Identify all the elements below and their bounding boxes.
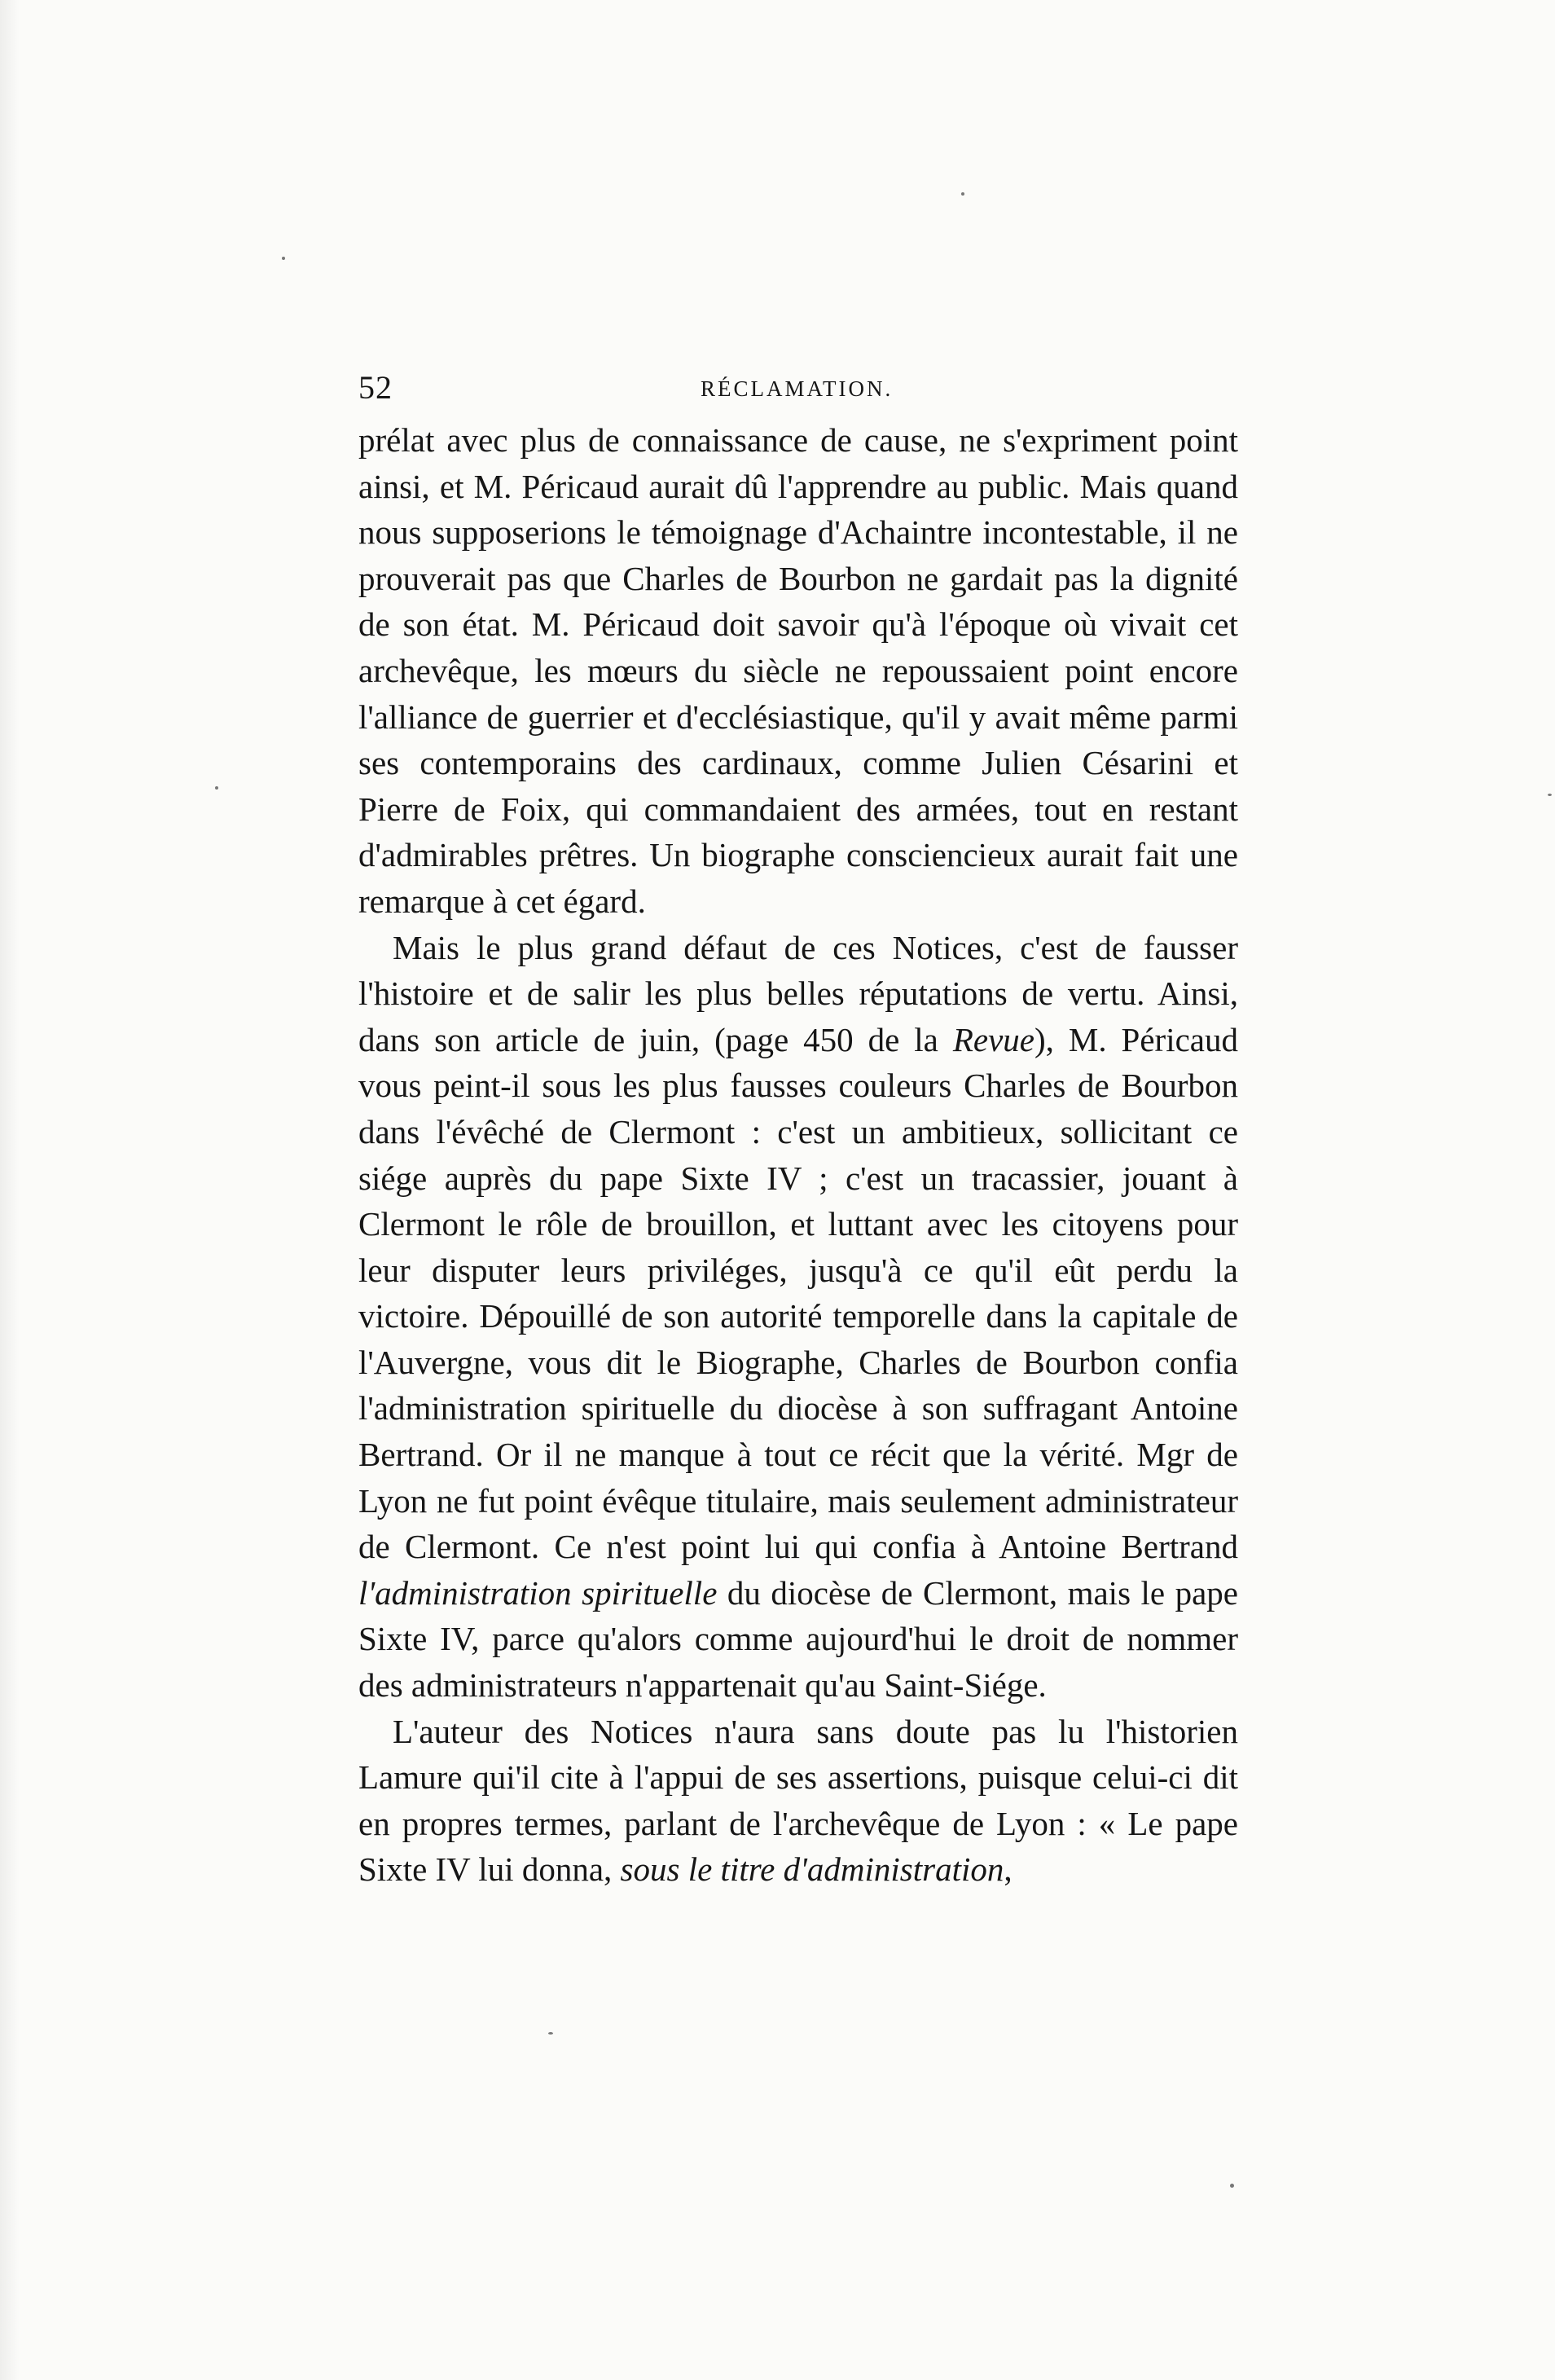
paragraph-2-text-a: Mais le plus grand défaut de ces Notices, c'est de fausser l'histoire et de salir les plus belles réputations de vertu. Ainsi, dans son article de juin, (page 450 de la [358,928,1238,1058]
paragraph-1 [358,417,1238,925]
running-title: RÉCLAMATION. [701,376,894,401]
paragraph-2-text-c: du diocèse de Clermont, mais le pape Sixte IV, parce qu'alors comme aujourd'hui le droit de nommer des administrateurs n'appartenait qu'au Saint-Siége. [358,1573,1238,1705]
page-header [358,368,1238,417]
scan-speck [961,192,964,196]
scan-speck [282,257,285,260]
page-number: 52 [358,369,393,406]
paragraph-2-text-b: ), M. Péricaud vous peint-il sous les plus fausses couleurs Charles de Bourbon dans l'évêché de Clermont : c'est un ambitieux, sollicitant ce siége auprès du pape Sixte IV ; c'est un tracassier, jouant à Clermont le rôle de brouillon, et luttant avec les citoyens pour leur disputer leurs priviléges, jusqu'à ce qu'il eût perdu la victoire. Dépouillé de son autorité temporelle dans la capitale de l'Auvergne, vous dit le Biographe, Charles de Bourbon confia l'administration spirituelle du diocèse à son suffragant Antoine Bertrand. Or il ne manque à tout ce récit que la vérité. Mgr de Lyon ne fut point évêque titulaire, mais seulement administrateur de Clermont. Ce n'est point lui qui confia à Antoine Bertrand [358,1020,1238,1566]
paragraph-1-text: prélat avec plus de connaissance de cause, ne s'expriment point ainsi, et M. Péricaud aurait dû l'apprendre au public. Mais quand nous supposerions le témoignage d'Achaintre incontestable, il ne prouverait pas que Charles de Bourbon ne gardait pas la dignité de son état. M. Péricaud doit savoir qu'à l'époque où vivait cet archevêque, les mœurs du siècle ne repoussaient point encore l'alliance de guerrier et d'ecclésiastique, qu'il y avait même parmi ses contemporains des cardinaux, comme Julien Césarini et Pierre de Foix, qui commandaient des armées, tout en restant d'admirables prêtres. Un biographe consciencieux aurait fait une remarque à cet égard. [358,421,1238,920]
paragraph-3 [358,1709,1238,1893]
paragraph-3-text-b: , [1004,1850,1013,1889]
paragraph-2-italic-revue: Revue [952,1020,1034,1058]
scan-speck [548,2032,553,2035]
scan-speck [1230,2184,1234,2188]
scan-speck [1548,794,1552,796]
body-text [358,417,1238,1893]
paragraph-2 [358,925,1238,1709]
scan-speck [215,786,218,790]
paragraph-3-italic: sous le titre d'administration [620,1850,1004,1889]
paragraph-2-italic-administration: l'administration spirituelle [358,1573,718,1612]
scan-edge-shadow [0,0,20,2380]
paragraph-3-text-a: L'auteur des Notices n'aura sans doute pas lu l'historien Lamure qui'il cite à l'appui de ses assertions, puisque celui-ci dit en propres termes, parlant de l'archevêque de Lyon : « Le pape Sixte IV lui donna, [358,1712,1238,1889]
